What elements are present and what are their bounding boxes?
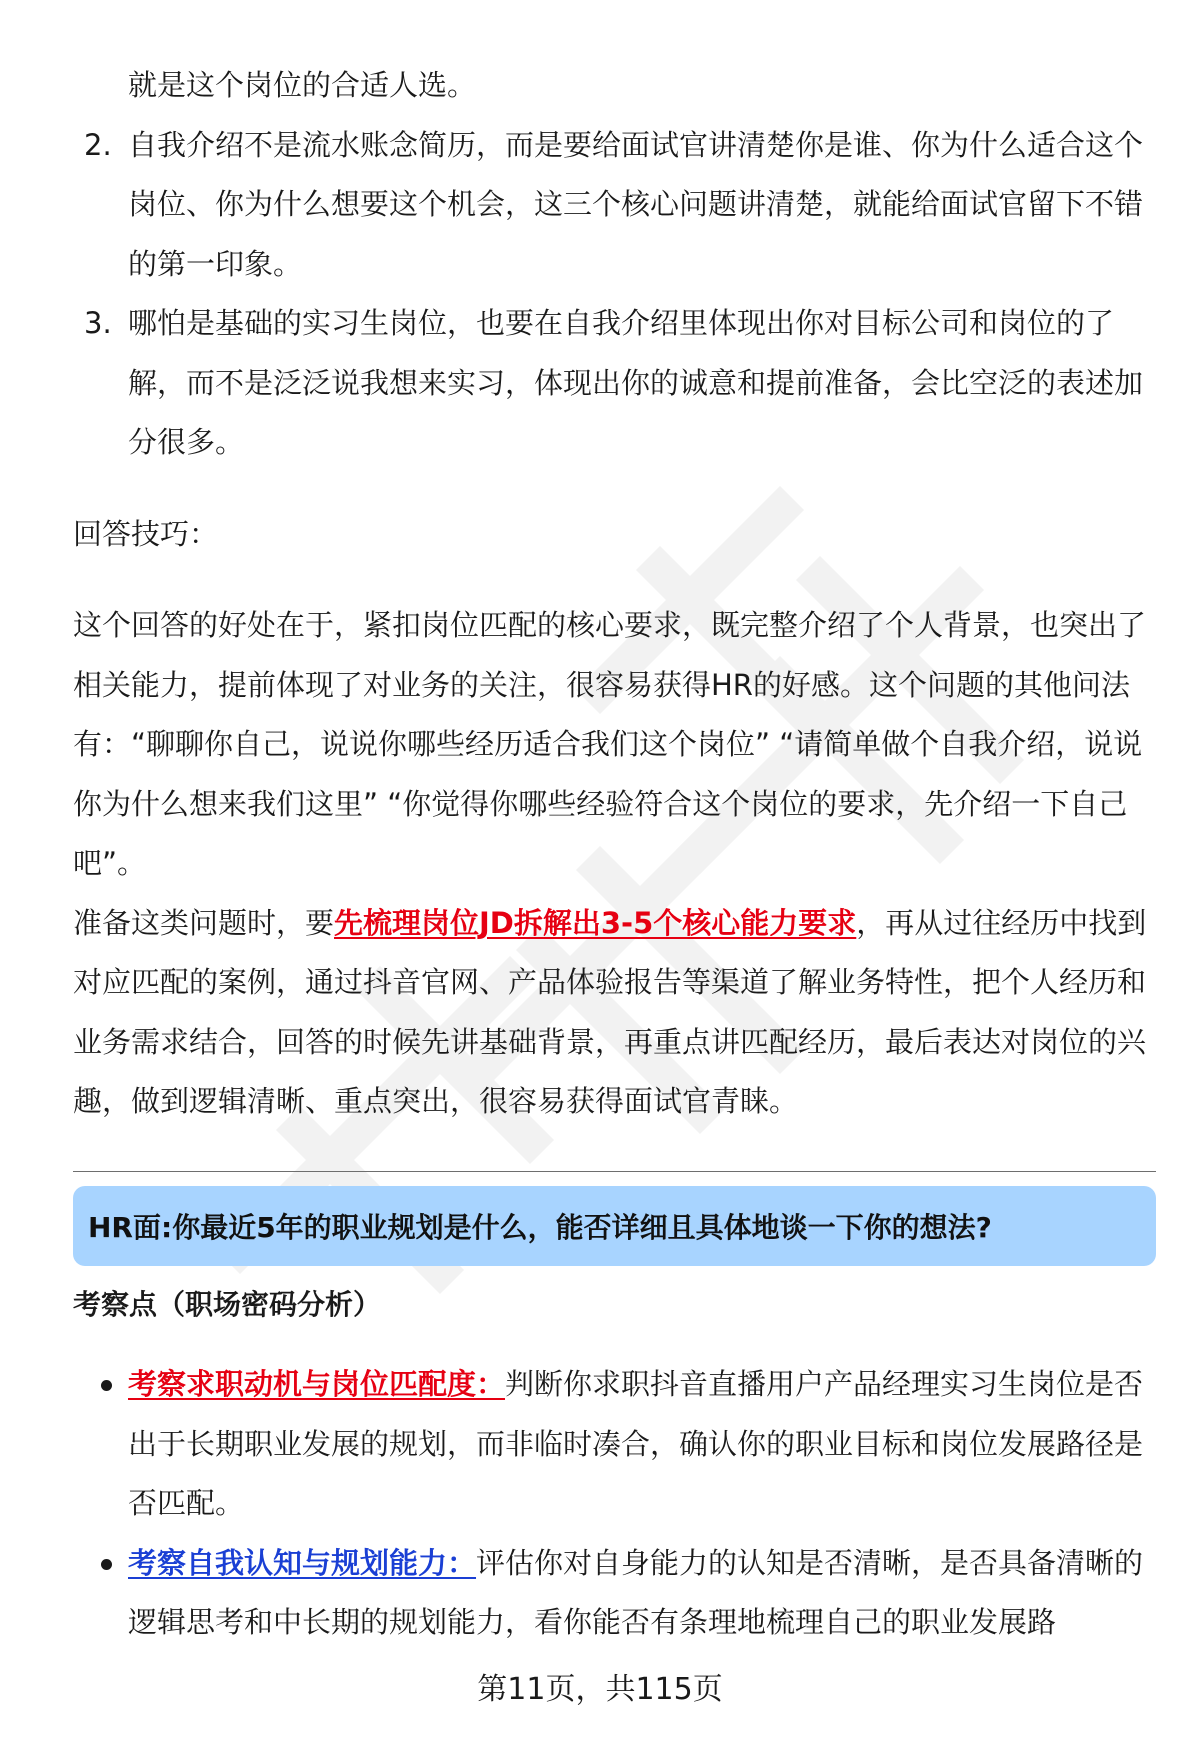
list-item-number: 2. bbox=[84, 127, 112, 162]
bullet-label: 考察求职动机与岗位匹配度： bbox=[128, 1367, 506, 1401]
highlight-key-point: 先梳理岗位JD拆解出3-5个核心能力要求 bbox=[334, 905, 857, 940]
paragraph-benefits: 这个回答的好处在于，紧扣岗位匹配的核心要求，既完整介绍了个人背景，也突出了相关能力，提前体现了对业务的关注，很容易获得HR的好感。这个问题的其他问法有：“聊聊你自己，说说你哪些经历适合我们这个岗位” “请简单做个自我介绍，说说你为什么想来我们这里” “你觉得你哪些经验符合这个岗位的要求，先介绍一下自己吧”。 bbox=[73, 608, 1147, 880]
list-item-text: 哪怕是基础的实习生岗位，也要在自我介绍里体现出你对目标公司和岗位的了解，而不是泛泛说我想来实习，体现出你的诚意和提前准备，会比空泛的表述加分很多。 bbox=[128, 306, 1144, 459]
paragraph-text-before: 准备这类问题时，要 bbox=[73, 905, 335, 940]
list-item-continuation bbox=[73, 56, 1158, 116]
page-footer: 第11页，共115页 bbox=[477, 1672, 723, 1707]
section-divider bbox=[73, 1171, 1156, 1172]
analysis-heading: 考察点（职场密码分析） bbox=[73, 1288, 382, 1321]
bullet-text: 判断你求职抖音直播用户产品经理实习生岗位是否出于长期职业发展的规划，而非临时凑合，确认你的职业目标和岗位发展路径是否匹配。 bbox=[128, 1367, 1144, 1520]
bullet-dot-icon bbox=[101, 1380, 112, 1391]
paragraph-preparation bbox=[73, 894, 1158, 1132]
list-item-number: 3. bbox=[84, 306, 112, 340]
bullet-item bbox=[73, 1534, 1158, 1653]
paragraph-text-after: ，再从过往经历中找到对应匹配的案例，通过抖音官网、产品体验报告等渠道了解业务特性，把个人经历和业务需求结合，回答的时候先讲基础背景，再重点讲匹配经历，最后表达对岗位的兴趣，做到逻辑清晰、重点突出，很容易获得面试官青睐。 bbox=[73, 905, 1147, 1118]
question-banner bbox=[73, 1186, 1156, 1266]
bullet-dot-icon bbox=[101, 1559, 112, 1570]
numbered-list bbox=[73, 56, 1158, 473]
list-item-text: 就是这个岗位的合适人选。 bbox=[128, 68, 477, 102]
tips-label: 回答技巧： bbox=[73, 516, 219, 551]
question-text: HR面:你最近5年的职业规划是什么，能否详细且具体地谈一下你的想法? bbox=[88, 1211, 992, 1244]
list-item-text: 自我介绍不是流水账念简历，而是要给面试官讲清楚你是谁、你为什么适合这个岗位、你为什么想要这个机会，这三个核心问题讲清楚，就能给面试官留下不错的第一印象。 bbox=[128, 127, 1144, 281]
bullet-list bbox=[73, 1355, 1158, 1653]
bullet-item bbox=[73, 1355, 1158, 1534]
bullet-label: 考察自我认知与规划能力： bbox=[128, 1545, 477, 1580]
bullet-text: 评估你对自身能力的认知是否清晰，是否具备清晰的逻辑思考和中长期的规划能力，看你能否有条理地梳理自己的职业发展路 bbox=[128, 1545, 1144, 1639]
main-content bbox=[73, 56, 1158, 1132]
list-item bbox=[73, 294, 1158, 473]
list-item bbox=[73, 116, 1158, 295]
